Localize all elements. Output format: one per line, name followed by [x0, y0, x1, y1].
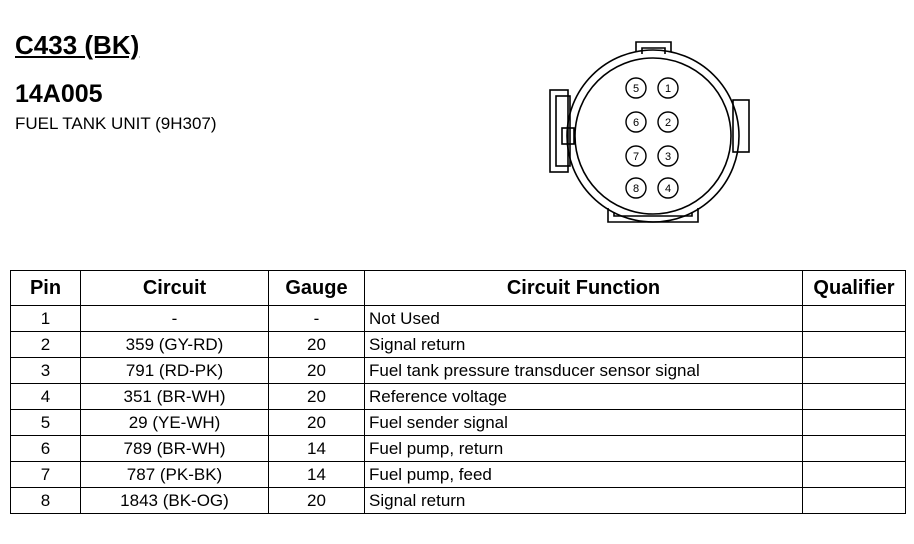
cell-qualifier — [803, 488, 906, 514]
cell-circuit: 789 (BR-WH) — [81, 436, 269, 462]
cell-pin: 1 — [11, 306, 81, 332]
cell-function: Not Used — [365, 306, 803, 332]
table-row — [11, 436, 906, 462]
pin-label-4: 4 — [664, 183, 672, 195]
col-header-circuit-function: Circuit Function — [365, 271, 803, 306]
bottom-lock-outer — [608, 208, 698, 222]
pin-label-2: 2 — [664, 117, 672, 129]
cell-circuit: 359 (GY-RD) — [81, 332, 269, 358]
connector-face-drawing — [548, 40, 753, 240]
outer-shell — [567, 50, 739, 222]
col-header-gauge: Gauge — [269, 271, 365, 306]
cell-circuit: - — [81, 306, 269, 332]
pin-label-3: 3 — [664, 151, 672, 163]
inner-shell — [575, 58, 731, 214]
connector-diagram — [548, 40, 753, 240]
cell-qualifier — [803, 306, 906, 332]
col-header-pin: Pin — [11, 271, 81, 306]
cell-pin: 2 — [11, 332, 81, 358]
table-row — [11, 358, 906, 384]
table-row — [11, 306, 906, 332]
cell-gauge: 20 — [269, 332, 365, 358]
table-row — [11, 410, 906, 436]
cell-function: Fuel pump, return — [365, 436, 803, 462]
cell-qualifier — [803, 358, 906, 384]
cell-function: Fuel tank pressure transducer sensor signal — [365, 358, 803, 384]
cell-pin: 5 — [11, 410, 81, 436]
connector-id: C433 (BK) — [15, 30, 140, 60]
cell-gauge: 20 — [269, 358, 365, 384]
cell-function: Signal return — [365, 488, 803, 514]
cell-pin: 8 — [11, 488, 81, 514]
cell-qualifier — [803, 384, 906, 410]
cell-gauge: - — [269, 306, 365, 332]
col-header-circuit: Circuit — [81, 271, 269, 306]
pin-label-6: 6 — [632, 117, 640, 129]
part-number: 14A005 — [15, 80, 103, 108]
cell-function: Fuel pump, feed — [365, 462, 803, 488]
cell-function: Fuel sender signal — [365, 410, 803, 436]
pin-label-7: 7 — [632, 151, 640, 163]
cell-gauge: 14 — [269, 462, 365, 488]
table-row — [11, 488, 906, 514]
cell-pin: 6 — [11, 436, 81, 462]
table-row — [11, 462, 906, 488]
cell-gauge: 14 — [269, 436, 365, 462]
cell-gauge: 20 — [269, 410, 365, 436]
cell-qualifier — [803, 436, 906, 462]
cell-qualifier — [803, 462, 906, 488]
cell-pin: 4 — [11, 384, 81, 410]
pin-label-1: 1 — [664, 83, 672, 95]
cell-gauge: 20 — [269, 384, 365, 410]
cell-circuit: 351 (BR-WH) — [81, 384, 269, 410]
pinout-table — [10, 270, 906, 514]
left-latch-outer — [550, 90, 568, 172]
table-row — [11, 384, 906, 410]
cell-qualifier — [803, 410, 906, 436]
cell-pin: 7 — [11, 462, 81, 488]
cell-function: Signal return — [365, 332, 803, 358]
table-row — [11, 332, 906, 358]
cell-circuit: 787 (PK-BK) — [81, 462, 269, 488]
table-header-row — [11, 271, 906, 306]
cell-gauge: 20 — [269, 488, 365, 514]
cell-circuit: 29 (YE-WH) — [81, 410, 269, 436]
cell-function: Reference voltage — [365, 384, 803, 410]
pin-label-8: 8 — [632, 183, 640, 195]
col-header-qualifier: Qualifier — [803, 271, 906, 306]
part-description: FUEL TANK UNIT (9H307) — [15, 114, 217, 133]
pin-label-5: 5 — [632, 83, 640, 95]
right-tab — [733, 100, 749, 152]
cell-circuit: 791 (RD-PK) — [81, 358, 269, 384]
cell-circuit: 1843 (BK-OG) — [81, 488, 269, 514]
cell-pin: 3 — [11, 358, 81, 384]
cell-qualifier — [803, 332, 906, 358]
